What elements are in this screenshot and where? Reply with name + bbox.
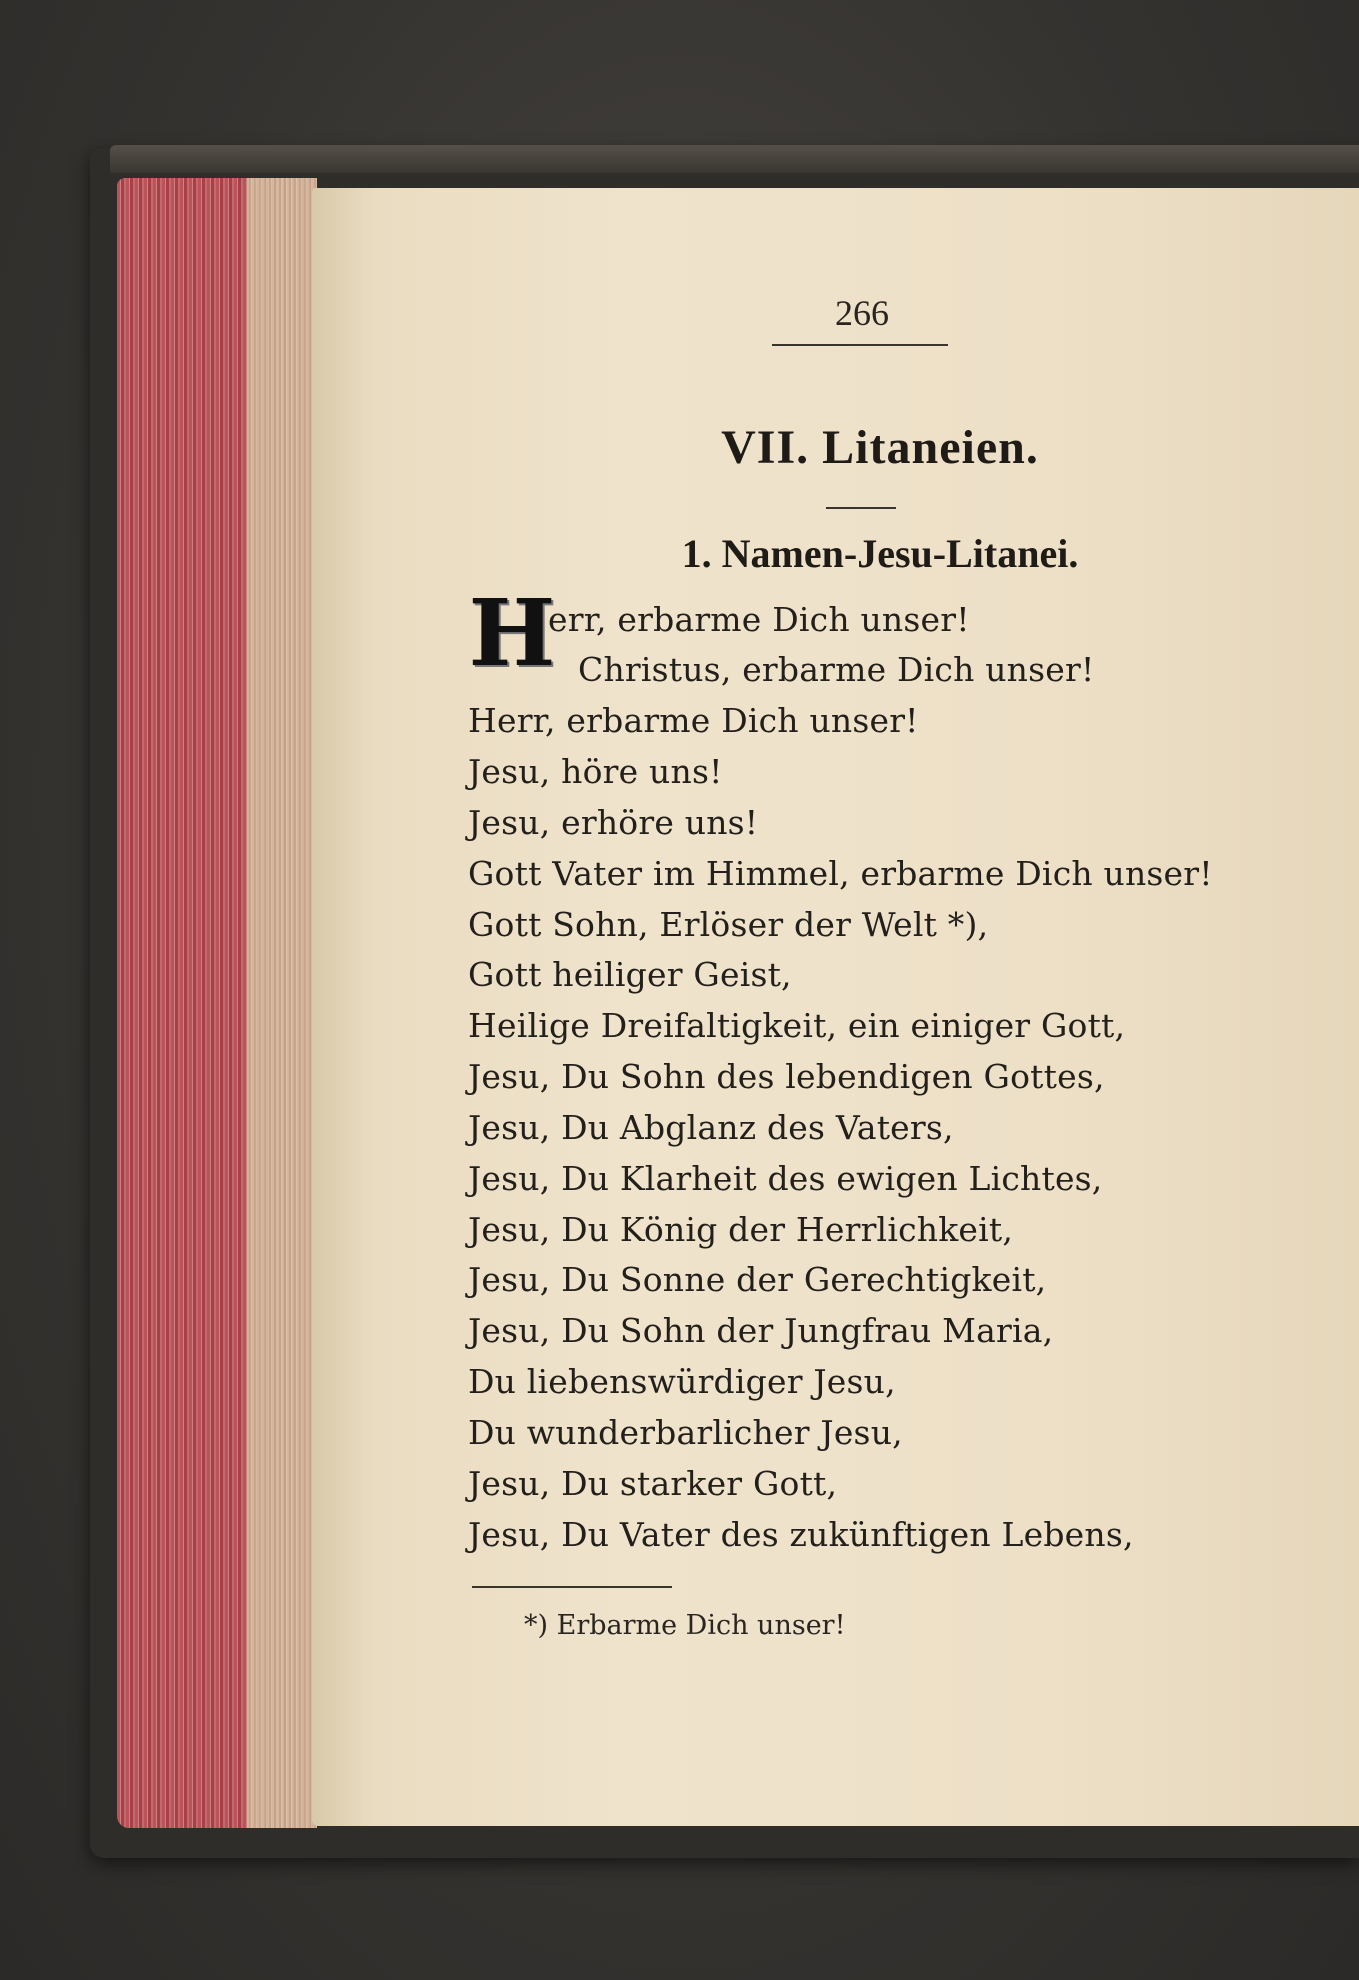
litany-line: Du wunderbarlicher Jesu, xyxy=(468,1413,903,1452)
litany-line: Gott Vater im Himmel, erbarme Dich unser! xyxy=(468,854,1213,893)
litany-line: Jesu, Du König der Herrlichkeit, xyxy=(468,1210,1014,1249)
litany-line: Jesu, höre uns! xyxy=(468,752,723,791)
litany-line: Jesu, Du Sonne der Gerechtigkeit, xyxy=(468,1260,1047,1299)
drop-cap: H xyxy=(468,579,556,687)
header-rule xyxy=(772,344,948,346)
chapter-title: VII. Litaneien. xyxy=(721,421,1039,474)
footnote: *) Erbarme Dich unser! xyxy=(524,1610,846,1641)
title-rule xyxy=(826,507,896,509)
litany-line: Du liebenswürdiger Jesu, xyxy=(468,1362,896,1401)
footnote-rule xyxy=(472,1586,672,1588)
litany-line: Gott heiliger Geist, xyxy=(468,955,792,994)
litany-line: Heilige Dreifaltigkeit, ein einiger Gott, xyxy=(468,1006,1126,1045)
litany-line: Jesu, Du Sohn des lebendigen Gottes, xyxy=(468,1057,1105,1096)
litany-line: Gott Sohn, Erlöser der Welt *), xyxy=(468,905,989,944)
litany-line: Jesu, erhöre uns! xyxy=(468,803,759,842)
litany-line: Jesu, Du Vater des zukünftigen Lebens, xyxy=(468,1515,1134,1554)
litany-line: err, erbarme Dich unser! xyxy=(548,600,970,639)
section-title: 1. Namen-Jesu-Litanei. xyxy=(681,531,1079,576)
page-number: 266 xyxy=(835,293,889,333)
litany-line: Herr, erbarme Dich unser! xyxy=(468,701,919,740)
page-edges xyxy=(117,178,317,1828)
litany-line: Christus, erbarme Dich unser! xyxy=(578,650,1095,689)
litany-line: Jesu, Du starker Gott, xyxy=(468,1464,838,1503)
book-cover-top xyxy=(110,145,1359,173)
litany-line: Jesu, Du Klarheit des ewigen Lichtes, xyxy=(468,1159,1103,1198)
litany-line: Jesu, Du Sohn der Jungfrau Maria, xyxy=(468,1311,1054,1350)
litany-line: Jesu, Du Abglanz des Vaters, xyxy=(468,1108,954,1147)
